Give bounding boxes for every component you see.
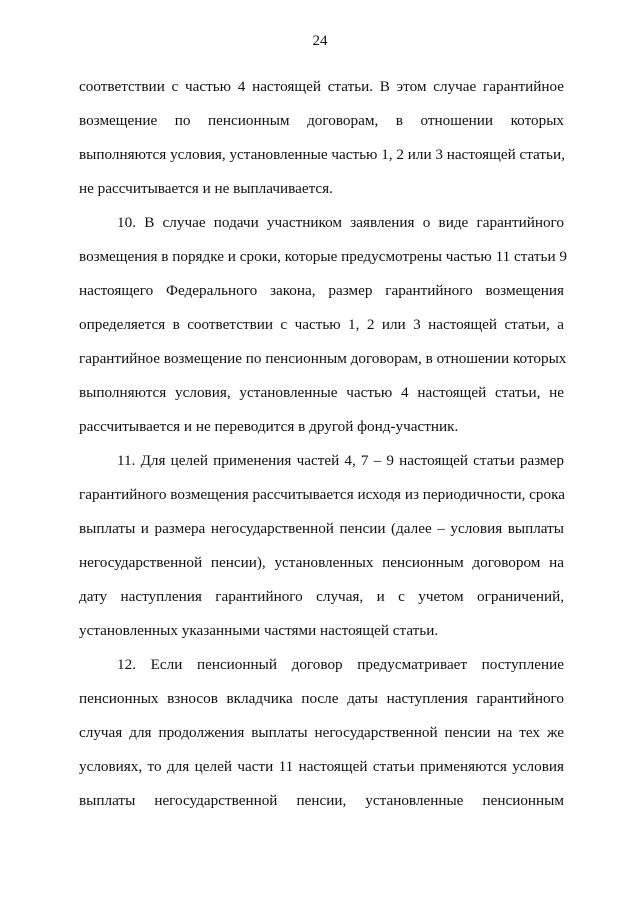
text-line: выплаты и размера негосударственной пенсии (далее – условия выплаты bbox=[79, 520, 564, 537]
text-line: негосударственной пенсии), установленных пенсионным договором на bbox=[79, 554, 564, 571]
text-line: установленных указанными частями настоящей статьи. bbox=[79, 622, 439, 639]
text-line: выполняются условия, установленные частью 4 настоящей статьи, не bbox=[79, 384, 564, 401]
text-line: настоящего Федерального закона, размер гарантийного возмещения bbox=[79, 282, 564, 299]
text-line: выплаты негосударственной пенсии, установленные пенсионным bbox=[79, 792, 564, 809]
text-line: гарантийное возмещение по пенсионным договорам, в отношении которых bbox=[79, 350, 567, 367]
text-line: дату наступления гарантийного случая, и с учетом ограничений, bbox=[79, 588, 564, 605]
paragraph-11-first-line: 11. Для целей применения частей 4, 7 – 9 настоящей статьи размер bbox=[117, 452, 564, 469]
text-line: случая для продолжения выплаты негосударственной пенсии на тех же bbox=[79, 724, 564, 741]
paragraph-12-first-line: 12. Если пенсионный договор предусматривает поступление bbox=[117, 656, 564, 673]
page-number: 24 bbox=[312, 33, 328, 49]
text-line: возмещение по пенсионным договорам, в отношении которых bbox=[79, 112, 564, 129]
text-line: рассчитывается и не переводится в другой фонд-участник. bbox=[79, 418, 459, 435]
text-line: гарантийного возмещения рассчитывается исходя из периодичности, срока bbox=[79, 486, 566, 503]
text-line: возмещения в порядке и сроки, которые предусмотрены частью 11 статьи 9 bbox=[79, 248, 567, 265]
text-line: выполняются условия, установленные частью 1, 2 или 3 настоящей статьи, bbox=[79, 146, 565, 163]
text-line: соответствии с частью 4 настоящей статьи. В этом случае гарантийное bbox=[79, 78, 564, 95]
text-line: не рассчитывается и не выплачивается. bbox=[79, 180, 333, 197]
paragraph-10-first-line: 10. В случае подачи участником заявления о виде гарантийного bbox=[117, 214, 564, 231]
text-line: условиях, то для целей части 11 настоящей статьи применяются условия bbox=[79, 758, 564, 775]
text-line: пенсионных взносов вкладчика после даты наступления гарантийного bbox=[79, 690, 564, 707]
text-line: определяется в соответствии с частью 1, 2 или 3 настоящей статьи, а bbox=[79, 316, 564, 333]
